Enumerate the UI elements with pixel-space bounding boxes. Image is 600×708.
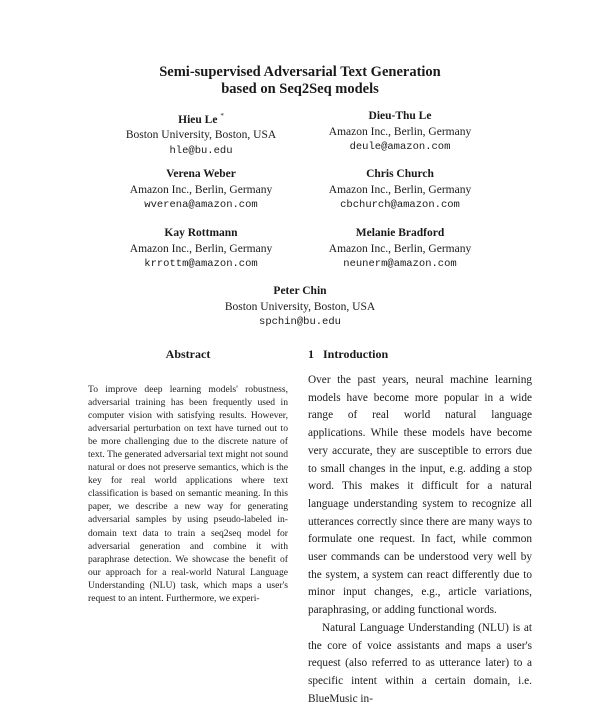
author-name: Hieu Le *	[178, 112, 224, 126]
paper-title-line-2: based on Seq2Seq models	[221, 81, 379, 97]
author-affiliation: Boston University, Boston, USA	[224, 300, 376, 313]
author-affiliation: Amazon Inc., Berlin, Germany	[328, 183, 472, 196]
author-name: Verena Weber	[166, 168, 236, 180]
author-affiliation: Amazon Inc., Berlin, Germany	[328, 242, 472, 255]
author-name: Peter Chin	[273, 285, 327, 297]
author-email: krrottm@amazon.com	[144, 258, 258, 270]
author-email: hle@bu.edu	[169, 144, 233, 157]
author-block	[86, 109, 316, 159]
intro-heading: 1 Introduction	[308, 347, 389, 361]
author-email: deule@amazon.com	[349, 141, 451, 153]
abstract-heading: Abstract	[165, 347, 211, 361]
author-affiliation: Amazon Inc., Berlin, Germany	[328, 125, 472, 138]
author-block	[86, 167, 316, 214]
author-email: wverena@amazon.com	[144, 199, 258, 211]
author-block	[285, 167, 515, 214]
intro-paragraph: Natural Language Understanding (NLU) is at the core of voice assistants and maps a user's request (also referred to as utterance later) to a specific intent within a certain domain, i.e. BlueMusic in-	[308, 621, 532, 705]
author-footnote-mark: *	[220, 112, 224, 120]
author-email: neunerm@amazon.com	[343, 258, 457, 270]
author-email: spchin@bu.edu	[259, 316, 341, 328]
author-affiliation: Amazon Inc., Berlin, Germany	[129, 183, 273, 196]
author-block	[86, 226, 316, 273]
author-affiliation: Amazon Inc., Berlin, Germany	[129, 242, 273, 255]
author-block	[185, 284, 415, 331]
author-affiliation: Boston University, Boston, USA	[125, 129, 277, 142]
intro-paragraph: Over the past years, neural machine learning models have become more popular in a wide range of real world natural language applications. While these models have become very accurate, they are susceptible to errors due to small changes in the input, e.g. adding a stop word. This makes it difficult for a natural language understanding system to recognize all utterances correctly since there are many ways to formulate one request. In fact, while common user commands can be understood very well by the system, a system can react differently due to minor input changes, e.g., article variations, paraphrasing, or adding functional words.	[308, 374, 532, 617]
paper-title-line-1: Semi-supervised Adversarial Text Generation	[159, 64, 441, 80]
author-block	[285, 226, 515, 273]
author-name: Kay Rottmann	[164, 227, 238, 239]
author-email: cbchurch@amazon.com	[340, 199, 460, 211]
author-name: Chris Church	[366, 168, 434, 180]
author-name: Melanie Bradford	[355, 227, 445, 239]
abstract-text: To improve deep learning models' robustness, adversarial training has been frequently used in computer vision with satisfying results. However, adversarial perturbation on text have turned out to be more challenging due to the discrete nature of text. The generated adversarial text might not sound natural or does not preserve semantics, which is the key for real world applications where text classification is based on semantic meaning. In this paper, we describe a new way for generating adversarial samples by using pseudo-labeled in-domain text data to train a seq2seq model for adversarial generation and combine it with paraphrase detection. We showcase the benefit of our approach for a real-world Natural Language Understanding (NLU) task, which maps a user's request to an intent. Furthermore, we experi-	[88, 384, 288, 604]
author-block	[285, 109, 515, 156]
author-name: Dieu-Thu Le	[368, 110, 432, 122]
intro-section	[308, 372, 532, 708]
